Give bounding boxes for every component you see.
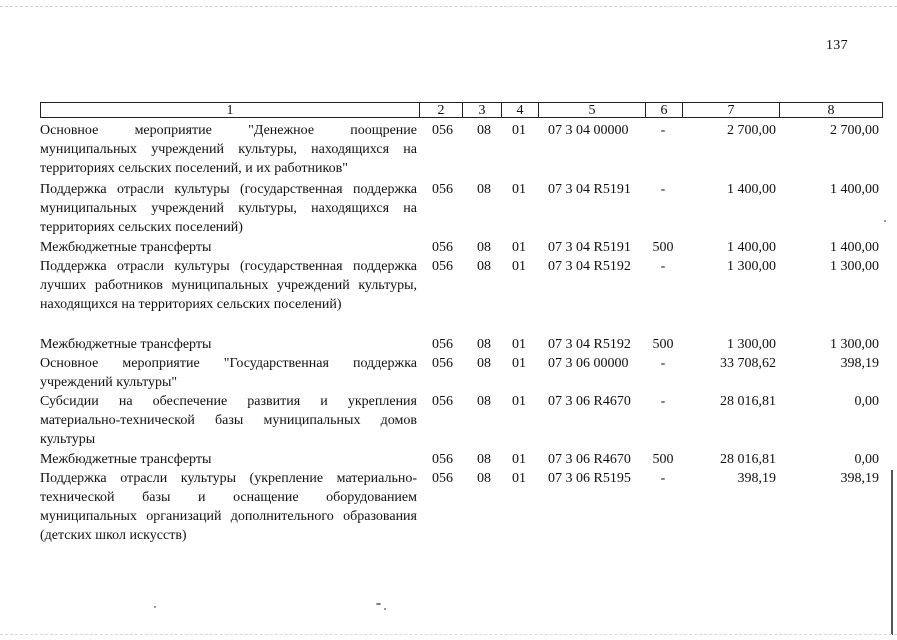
row-amount-col7: 28 016,81 [720, 394, 776, 409]
row-amount-col8: 1 400,00 [830, 182, 879, 197]
row-subsection: 01 [512, 240, 526, 255]
table-row [40, 257, 883, 335]
row-target-article: 07 3 04 R5192 [548, 337, 631, 352]
row-section: 08 [477, 471, 491, 486]
row-subsection: 01 [512, 259, 526, 274]
row-section: 08 [477, 337, 491, 352]
table-row [40, 335, 883, 354]
row-subsection: 01 [512, 337, 526, 352]
row-amount-col8: 0,00 [854, 394, 879, 409]
row-expense-type: - [660, 123, 666, 138]
table-row [40, 180, 883, 238]
row-section: 08 [477, 240, 491, 255]
header-col-1: 1 [41, 103, 420, 117]
row-amount-col8: 1 300,00 [830, 337, 879, 352]
row-amount-col8: 2 700,00 [830, 123, 879, 138]
row-amount-col8: 398,19 [840, 471, 879, 486]
row-grbs: 056 [432, 240, 453, 255]
scan-speck [376, 603, 381, 605]
header-col-8: 8 [827, 103, 835, 118]
header-col-6: 6 [646, 103, 683, 117]
row-target-article: 07 3 06 R4670 [548, 452, 631, 467]
row-expense-type: - [660, 471, 666, 486]
header-col-4: 4 [502, 103, 539, 117]
row-name: Межбюджетные трансферты [40, 240, 212, 255]
row-amount-col7: 1 300,00 [727, 337, 776, 352]
row-grbs: 056 [432, 452, 453, 467]
row-amount-col8: 1 400,00 [830, 240, 879, 255]
row-name: Поддержка отрасли культуры (укрепление материально-технической базы и оснащение оборудованием муниципальных организаций дополнительного образования (детских школ искусств) [40, 471, 417, 543]
table-row [40, 450, 883, 469]
row-subsection: 01 [512, 471, 526, 486]
row-expense-type: 500 [652, 337, 674, 352]
row-amount-col7: 1 300,00 [727, 259, 776, 274]
table-row [40, 121, 883, 180]
row-target-article: 07 3 04 R5191 [548, 182, 631, 197]
row-amount-col8: 1 300,00 [830, 259, 879, 274]
table-row [40, 392, 883, 450]
header-col-2: 2 [420, 103, 463, 117]
row-amount-col7: 1 400,00 [727, 240, 776, 255]
row-name: Межбюджетные трансферты [40, 452, 212, 467]
row-grbs: 056 [432, 356, 453, 371]
row-amount-col7: 398,19 [737, 471, 776, 486]
row-target-article: 07 3 04 R5191 [548, 240, 631, 255]
row-grbs: 056 [432, 182, 453, 197]
row-grbs: 056 [432, 123, 453, 138]
table-body [40, 121, 883, 547]
scan-edge-bottom [0, 634, 897, 635]
row-name: Основное мероприятие "Денежное поощрение муниципальных учреждений культуры, находящихся на территориях сельских поселений, и их работников" [40, 123, 417, 176]
row-name: Поддержка отрасли культуры (государственная поддержка муниципальных учреждений культуры, находящихся на территориях сельских поселений) [40, 182, 417, 235]
header-col-3: 3 [463, 103, 502, 117]
table-row [40, 469, 883, 547]
row-expense-type: - [660, 356, 666, 371]
row-target-article: 07 3 04 R5192 [548, 259, 631, 274]
row-subsection: 01 [512, 123, 526, 138]
row-name: Поддержка отрасли культуры (государственная поддержка лучших работников муниципальных учреждений культуры, находящихся на территориях сельских поселений) [40, 259, 417, 312]
row-grbs: 056 [432, 259, 453, 274]
row-amount-col7: 28 016,81 [720, 452, 776, 467]
header-col-7: 7 [683, 103, 780, 117]
scan-speck [154, 606, 156, 608]
row-amount-col7: 2 700,00 [727, 123, 776, 138]
row-subsection: 01 [512, 394, 526, 409]
row-expense-type: 500 [652, 452, 674, 467]
row-name: Межбюджетные трансферты [40, 337, 212, 352]
row-target-article: 07 3 06 R4670 [548, 394, 631, 409]
scan-speck [384, 608, 386, 610]
row-name: Основное мероприятие "Государственная поддержка учреждений культуры" [40, 356, 417, 390]
scan-speck [884, 220, 886, 222]
row-expense-type: - [660, 182, 666, 197]
scan-edge-right [891, 470, 893, 635]
row-amount-col7: 1 400,00 [727, 182, 776, 197]
row-target-article: 07 3 04 00000 [548, 123, 629, 138]
page-number: 137 [826, 38, 848, 53]
row-section: 08 [477, 394, 491, 409]
row-name: Субсидии на обеспечение развития и укрепления материально-технической базы муниципальных домов культуры [40, 394, 417, 447]
row-section: 08 [477, 452, 491, 467]
row-grbs: 056 [432, 394, 453, 409]
row-amount-col8: 0,00 [854, 452, 879, 467]
row-amount-col7: 33 708,62 [720, 356, 776, 371]
row-subsection: 01 [512, 356, 526, 371]
row-section: 08 [477, 259, 491, 274]
header-col-5: 5 [539, 103, 646, 117]
row-subsection: 01 [512, 182, 526, 197]
row-expense-type: - [660, 259, 666, 274]
table-row [40, 238, 883, 257]
row-section: 08 [477, 356, 491, 371]
table-header [40, 102, 883, 118]
table-row [40, 354, 883, 392]
row-expense-type: - [660, 394, 666, 409]
row-section: 08 [477, 123, 491, 138]
scan-edge-top [0, 6, 897, 7]
row-target-article: 07 3 06 00000 [548, 356, 629, 371]
row-grbs: 056 [432, 337, 453, 352]
row-subsection: 01 [512, 452, 526, 467]
row-amount-col8: 398,19 [840, 356, 879, 371]
row-section: 08 [477, 182, 491, 197]
row-grbs: 056 [432, 471, 453, 486]
row-expense-type: 500 [652, 240, 674, 255]
row-target-article: 07 3 06 R5195 [548, 471, 631, 486]
